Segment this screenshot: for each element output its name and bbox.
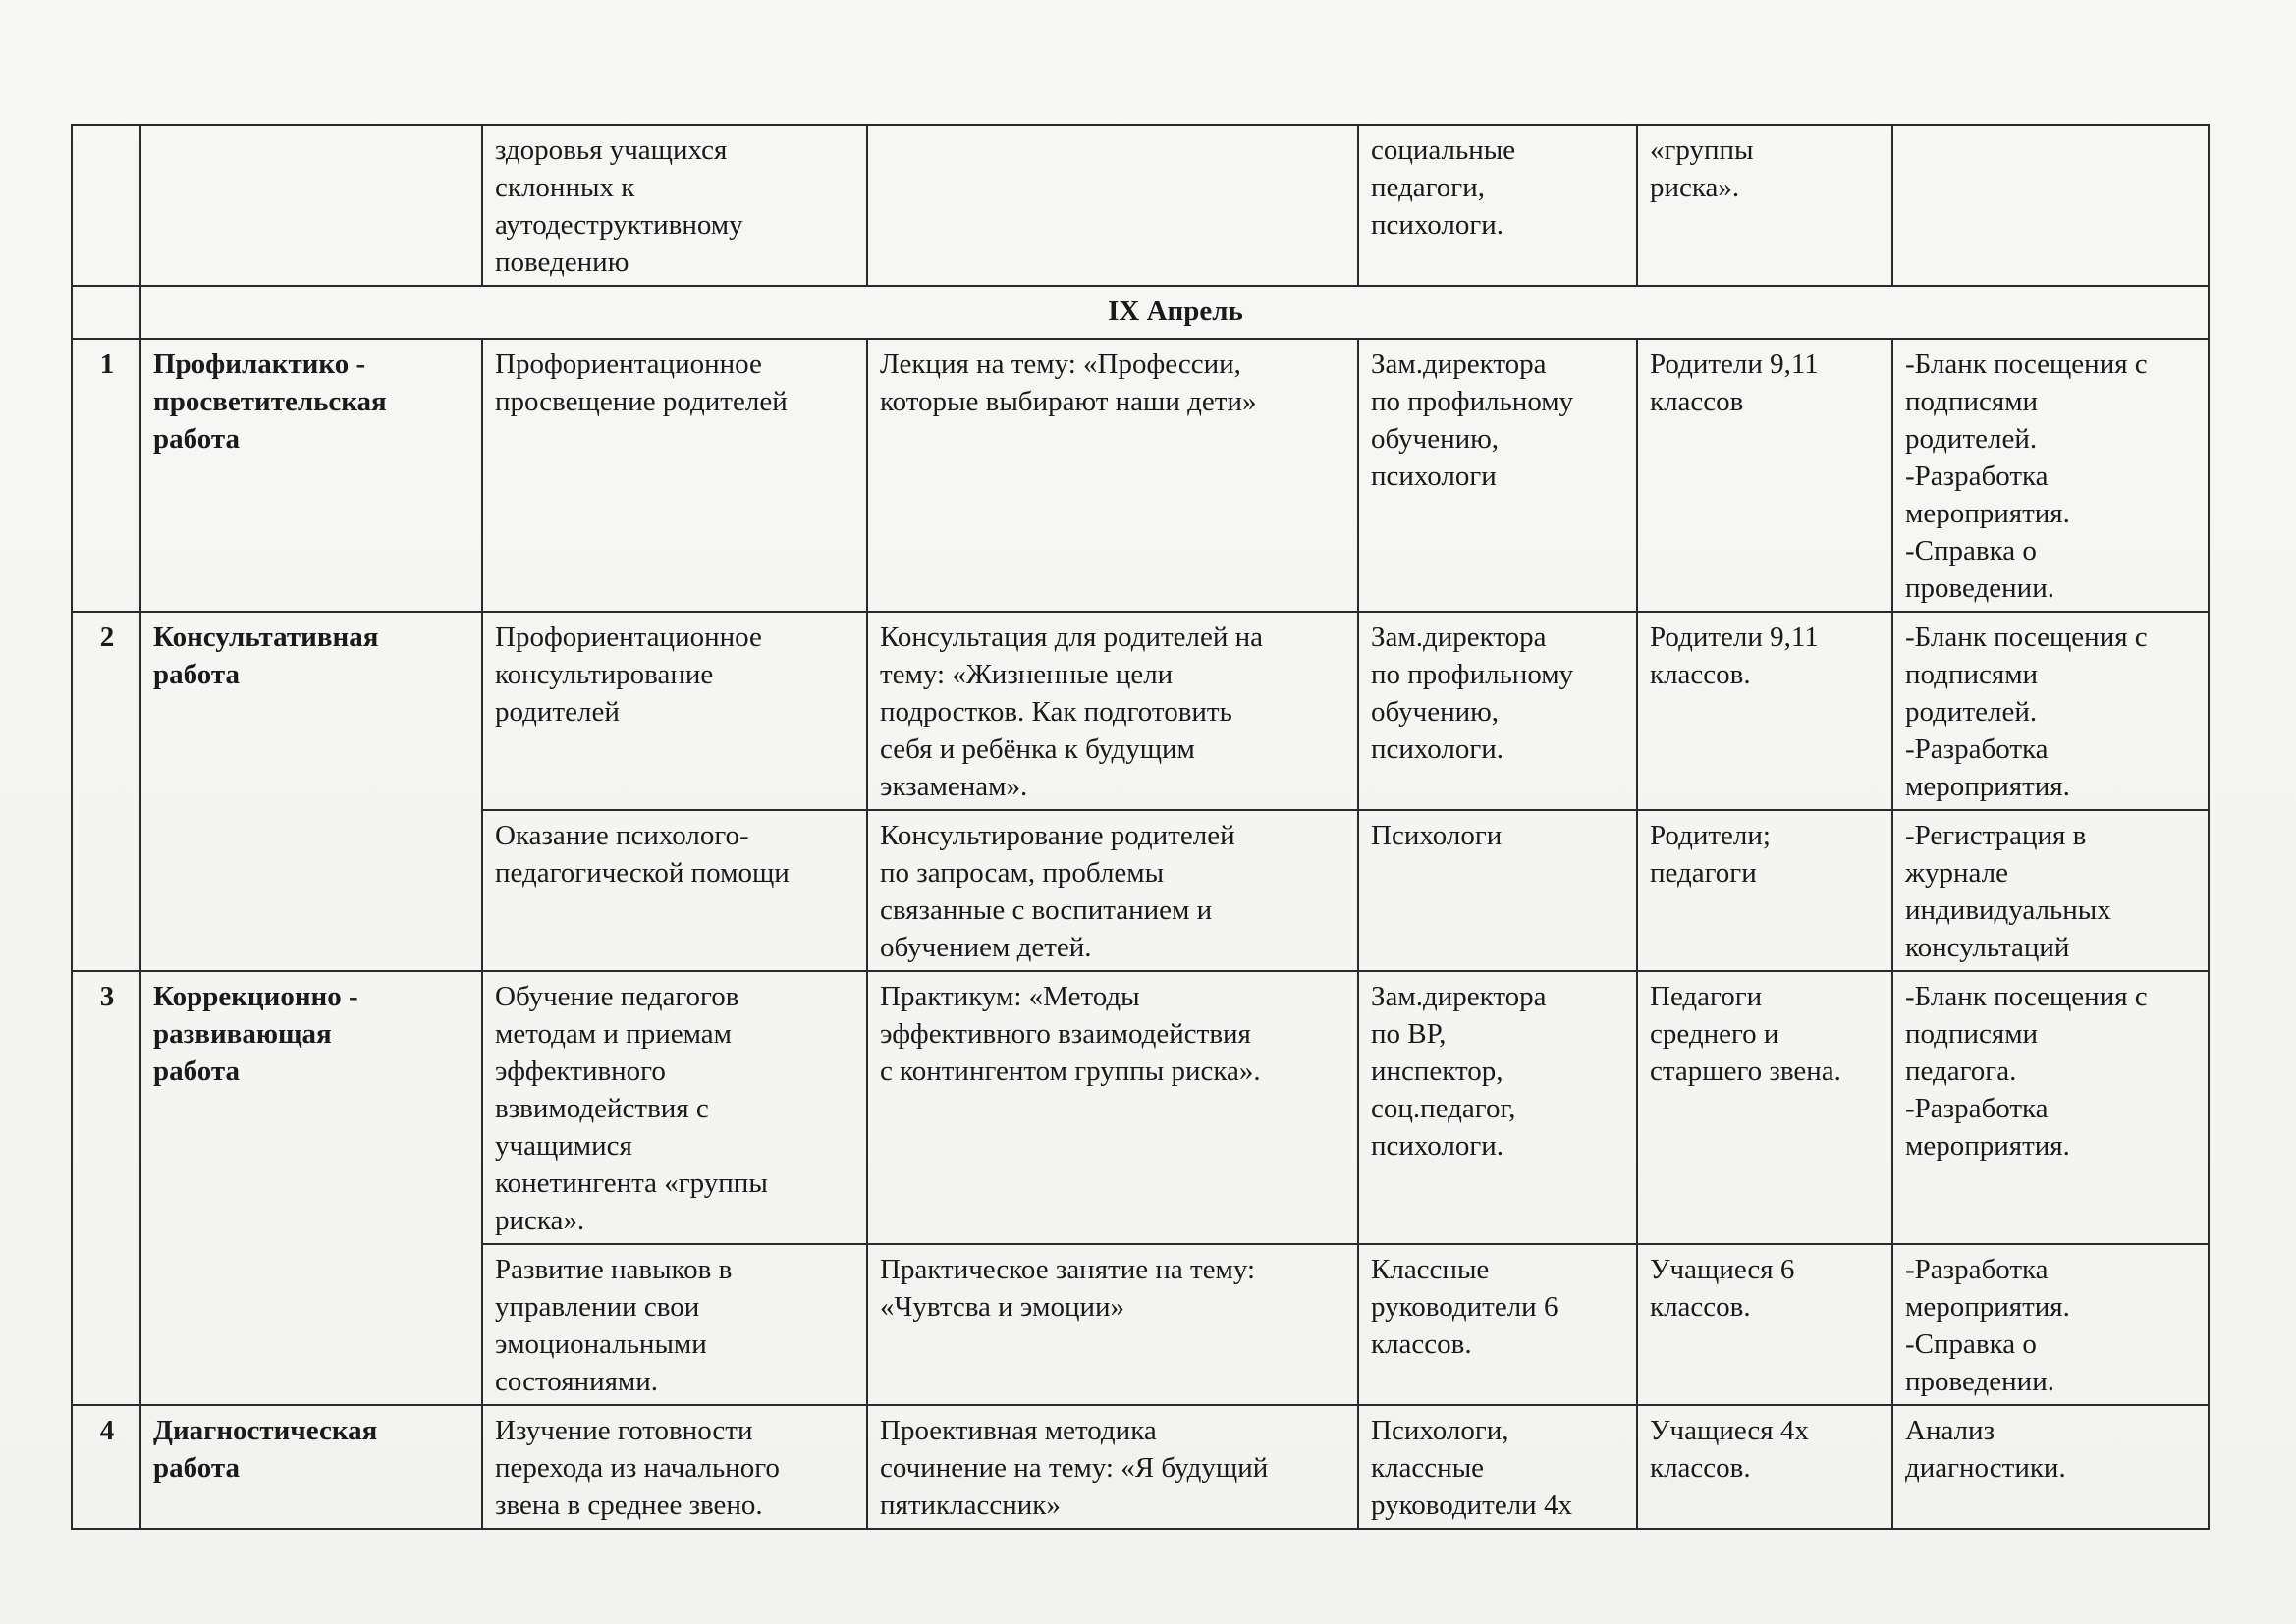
text-line: -Бланк посещения с	[1905, 622, 2148, 653]
text-line: консультаций	[1905, 932, 2070, 963]
text-line: себя и ребёнка к будущим	[880, 733, 1195, 765]
text-line: -Справка о	[1905, 535, 2037, 567]
text-line: аутодеструктивному	[495, 209, 743, 241]
cell-event	[867, 612, 1358, 810]
text-line: диагностики.	[1905, 1452, 2066, 1484]
text-line: родителей.	[1905, 696, 2038, 728]
text-line: -Разработка	[1905, 460, 2049, 492]
text-line: Психологи,	[1371, 1415, 1509, 1446]
text-line: Оказание психолого-	[495, 820, 749, 851]
text-line: по профильному	[1371, 659, 1574, 690]
cell-participants	[1637, 339, 1892, 612]
text-line: конетингента «группы	[495, 1167, 768, 1199]
text-line: просвещение родителей	[495, 386, 788, 417]
text-line: инспектор,	[1371, 1056, 1503, 1087]
cell-responsible	[1358, 612, 1637, 810]
text-line: обучением детей.	[880, 932, 1092, 963]
text-line: обучению,	[1371, 423, 1500, 455]
text-line: журнале	[1905, 857, 2009, 889]
text-line: Изучение готовности	[495, 1415, 753, 1446]
text-line: состояниями.	[495, 1366, 659, 1397]
text-line: социальные	[1371, 135, 1516, 166]
text-line: Родители 9,11	[1650, 622, 1819, 653]
text-line: педагога.	[1905, 1056, 2017, 1087]
text-line: -Разработка	[1905, 1254, 2049, 1285]
cell-direction	[140, 971, 482, 1405]
cell-event	[867, 810, 1358, 971]
cell-responsible	[1358, 971, 1637, 1244]
text-line: здоровья учащихся	[495, 135, 728, 166]
text-line: -Разработка	[1905, 1093, 2049, 1124]
cell-direction	[140, 339, 482, 612]
text-line: связанные с воспитанием и	[880, 894, 1213, 926]
text-line: педагоги,	[1371, 172, 1485, 203]
cell-participants	[1637, 1244, 1892, 1405]
cell-participants	[1637, 1405, 1892, 1529]
text-line: перехода из начального	[495, 1452, 780, 1484]
text-line: Диагностическая	[153, 1415, 378, 1446]
cell-result	[1892, 1244, 2209, 1405]
cell-direction	[140, 1405, 482, 1529]
cell-direction	[140, 125, 482, 286]
cell-topic	[482, 1405, 867, 1529]
text-line: классов	[1650, 386, 1744, 417]
text-line: Проективная методика	[880, 1415, 1157, 1446]
cell-responsible	[1358, 810, 1637, 971]
text-line: Зам.директора	[1371, 622, 1547, 653]
text-line: эмоциональными	[495, 1328, 707, 1360]
text-line: просветительская	[153, 386, 387, 417]
text-line: которые выбирают наши дети»	[880, 386, 1257, 417]
text-line: Педагоги	[1650, 981, 1763, 1012]
text-line: Родители;	[1650, 820, 1771, 851]
text-line: Обучение педагогов	[495, 981, 739, 1012]
text-line: психологи.	[1371, 1130, 1504, 1162]
text-line: Консультативная	[153, 622, 379, 653]
cell-participants	[1637, 971, 1892, 1244]
row-number: 2	[72, 612, 140, 971]
text-line: развивающая	[153, 1018, 332, 1050]
text-line: психологи.	[1371, 733, 1504, 765]
cell-result	[1892, 125, 2209, 286]
text-line: Коррекционно -	[153, 981, 358, 1012]
text-line: мероприятия.	[1905, 771, 2070, 802]
text-line: -Регистрация в	[1905, 820, 2087, 851]
text-line: методам и приемам	[495, 1018, 732, 1050]
text-line: психологи.	[1371, 209, 1504, 241]
text-line: руководители 4х	[1371, 1489, 1572, 1521]
text-line: подписями	[1905, 659, 2039, 690]
cell-topic	[482, 612, 867, 810]
text-line: Профориентационное	[495, 349, 762, 380]
text-line: проведении.	[1905, 1366, 2054, 1397]
text-line: мероприятия.	[1905, 1291, 2070, 1323]
text-line: классов.	[1650, 659, 1751, 690]
cell-responsible	[1358, 125, 1637, 286]
text-line: классов.	[1650, 1452, 1751, 1484]
text-line: Зам.директора	[1371, 981, 1547, 1012]
text-line: Учащиеся 6	[1650, 1254, 1795, 1285]
text-line: соц.педагог,	[1371, 1093, 1516, 1124]
text-line: руководители 6	[1371, 1291, 1558, 1323]
carry-over-row	[72, 125, 2209, 286]
text-line: индивидуальных	[1905, 894, 2111, 926]
text-line: Развитие навыков в	[495, 1254, 733, 1285]
text-line: проведении.	[1905, 572, 2054, 604]
text-line: по ВР,	[1371, 1018, 1447, 1050]
cell-responsible	[1358, 1405, 1637, 1529]
text-line: звена в среднее звено.	[495, 1489, 763, 1521]
text-line: классов.	[1371, 1328, 1472, 1360]
cell-result	[1892, 1405, 2209, 1529]
cell-responsible	[1358, 1244, 1637, 1405]
cell-participants	[1637, 810, 1892, 971]
text-line: Консультирование родителей	[880, 820, 1235, 851]
text-line: педагоги	[1650, 857, 1757, 889]
text-line: по запросам, проблемы	[880, 857, 1165, 889]
text-line: сочинение на тему: «Я будущий	[880, 1452, 1269, 1484]
text-line: риска».	[495, 1205, 585, 1236]
text-line: классов.	[1650, 1291, 1751, 1323]
text-line: экзаменам».	[880, 771, 1028, 802]
text-line: по профильному	[1371, 386, 1574, 417]
text-line: Анализ	[1905, 1415, 1995, 1446]
cell-num	[72, 286, 140, 339]
text-line: «группы	[1650, 135, 1754, 166]
text-line: с контингентом группы риска».	[880, 1056, 1261, 1087]
text-line: -Разработка	[1905, 733, 2049, 765]
text-line: родителей	[495, 696, 620, 728]
table-row	[72, 1405, 2209, 1529]
row-number: 4	[72, 1405, 140, 1529]
table-row	[72, 971, 2209, 1244]
text-line: эффективного	[495, 1056, 666, 1087]
text-line: Психологи	[1371, 820, 1503, 851]
cell-topic	[482, 339, 867, 612]
text-line: старшего звена.	[1650, 1056, 1841, 1087]
text-line: работа	[153, 659, 240, 690]
cell-topic	[482, 125, 867, 286]
month-header-row	[72, 286, 2209, 339]
cell-num	[72, 125, 140, 286]
text-line: консультирование	[495, 659, 714, 690]
text-line: Консультация для родителей на	[880, 622, 1264, 653]
cell-topic	[482, 1244, 867, 1405]
text-line: «Чувтсва и эмоции»	[880, 1291, 1125, 1323]
text-line: педагогической помощи	[495, 857, 790, 889]
text-line: Практическое занятие на тему:	[880, 1254, 1256, 1285]
cell-participants	[1637, 612, 1892, 810]
cell-event	[867, 339, 1358, 612]
text-line: взвимодействия с	[495, 1093, 709, 1124]
text-line: среднего и	[1650, 1018, 1779, 1050]
cell-responsible	[1358, 339, 1637, 612]
text-line: Лекция на тему: «Профессии,	[880, 349, 1241, 380]
month-header: IX Апрель	[140, 286, 2209, 339]
text-line: Учащиеся 4х	[1650, 1415, 1809, 1446]
row-number: 3	[72, 971, 140, 1405]
text-line: подписями	[1905, 1018, 2039, 1050]
text-line: работа	[153, 423, 240, 455]
text-line: -Бланк посещения с	[1905, 349, 2148, 380]
row-number: 1	[72, 339, 140, 612]
text-line: обучению,	[1371, 696, 1500, 728]
text-line: мероприятия.	[1905, 498, 2070, 529]
cell-result	[1892, 971, 2209, 1244]
text-line: Родители 9,11	[1650, 349, 1819, 380]
text-line: Профориентационное	[495, 622, 762, 653]
text-line: управлении свои	[495, 1291, 700, 1323]
cell-result	[1892, 339, 2209, 612]
text-line: пятиклассник»	[880, 1489, 1061, 1521]
text-line: Практикум: «Методы	[880, 981, 1140, 1012]
text-line: Профилактико -	[153, 349, 366, 380]
table-row	[72, 612, 2209, 810]
text-line: эффективного взаимодействия	[880, 1018, 1251, 1050]
work-plan-table	[71, 124, 2210, 1530]
text-line: тему: «Жизненные цели	[880, 659, 1174, 690]
text-line: -Справка о	[1905, 1328, 2037, 1360]
text-line: учащимися	[495, 1130, 632, 1162]
cell-result	[1892, 612, 2209, 810]
text-line: риска».	[1650, 172, 1740, 203]
text-line: Классные	[1371, 1254, 1490, 1285]
table-row	[72, 339, 2209, 612]
text-line: родителей.	[1905, 423, 2038, 455]
text-line: -Бланк посещения с	[1905, 981, 2148, 1012]
text-line: склонных к	[495, 172, 635, 203]
text-line: работа	[153, 1452, 240, 1484]
cell-participants	[1637, 125, 1892, 286]
cell-direction	[140, 612, 482, 971]
text-line: мероприятия.	[1905, 1130, 2070, 1162]
cell-event	[867, 1405, 1358, 1529]
cell-topic	[482, 971, 867, 1244]
cell-event	[867, 971, 1358, 1244]
cell-event	[867, 1244, 1358, 1405]
text-line: поведению	[495, 246, 629, 278]
text-line: психологи	[1371, 460, 1497, 492]
text-line: классные	[1371, 1452, 1485, 1484]
text-line: работа	[153, 1056, 240, 1087]
cell-topic	[482, 810, 867, 971]
text-line: подростков. Как подготовить	[880, 696, 1232, 728]
text-line: Зам.директора	[1371, 349, 1547, 380]
text-line: подписями	[1905, 386, 2039, 417]
cell-result	[1892, 810, 2209, 971]
cell-event	[867, 125, 1358, 286]
